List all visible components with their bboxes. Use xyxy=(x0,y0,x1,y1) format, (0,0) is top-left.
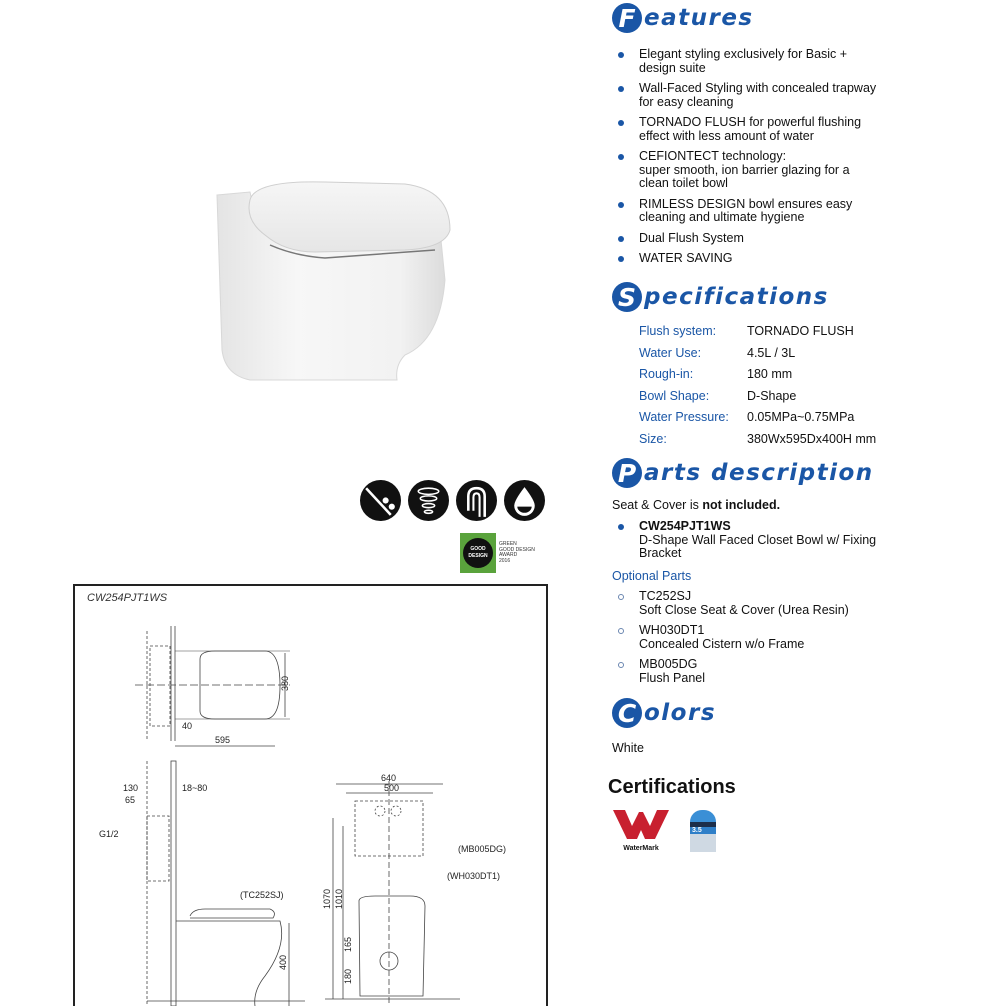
svg-text:165: 165 xyxy=(343,936,353,952)
svg-text:500: 500 xyxy=(384,783,400,793)
color-value: White xyxy=(612,741,644,755)
main-part-list xyxy=(612,520,912,568)
svg-text:1070: 1070 xyxy=(322,888,332,909)
drawing-title: CW254PJT1WS xyxy=(87,592,168,604)
svg-text:G1/2: G1/2 xyxy=(99,829,119,839)
certifications-heading: Certifications xyxy=(608,776,736,798)
cefiontect-icon xyxy=(360,480,401,521)
spec-row: Size: 380Wx595Dx400H mm xyxy=(639,431,877,446)
feature-item: Wall-Faced Styling with concealed trapway for easy cleaning xyxy=(612,82,912,109)
optional-parts-list xyxy=(612,590,912,692)
feature-item: CEFIONTECT technology: super smooth, ion barrier glazing for a clean toilet bowl xyxy=(612,150,912,191)
spec-row: Water Use: 4.5L / 3L xyxy=(639,345,796,360)
tornado-flush-icon xyxy=(408,480,449,521)
toilet-image xyxy=(205,170,465,390)
svg-text:595: 595 xyxy=(215,735,231,745)
watermark-icon xyxy=(613,810,669,840)
main-part-item: CW254PJT1WS D-Shape Wall Faced Closet Bowl w/ Fixing Bracket xyxy=(612,520,912,561)
feature-item: RIMLESS DESIGN bowl ensures easy cleaning and ultimate hygiene xyxy=(612,198,912,225)
svg-text:(WH030DT1): (WH030DT1) xyxy=(447,871,501,881)
svg-text:18~80: 18~80 xyxy=(182,783,208,793)
seat-cover-note: Seat & Cover is not included. xyxy=(612,498,781,512)
svg-text:(TC252SJ): (TC252SJ) xyxy=(240,890,284,900)
optional-part-item: TC252SJ Soft Close Seat & Cover (Urea Resin) xyxy=(612,590,912,617)
spec-row: Water Pressure: 0.05MPa~0.75MPa xyxy=(639,410,855,424)
svg-text:640: 640 xyxy=(381,773,397,783)
svg-text:(MB005DG): (MB005DG) xyxy=(458,844,507,854)
wels-rating-label: 3.5 xyxy=(690,810,716,852)
specifications-table xyxy=(639,321,876,450)
features-list xyxy=(612,48,912,273)
optional-part-item: WH030DT1 Concealed Cistern w/o Frame xyxy=(612,624,912,651)
spec-row: Flush system: TORNADO FLUSH xyxy=(639,324,854,338)
watermark-logo: WaterMark xyxy=(610,810,672,852)
feature-item: TORNADO FLUSH for powerful flushing effect with less amount of water xyxy=(612,116,912,143)
svg-text:380: 380 xyxy=(280,675,290,691)
product-photo xyxy=(205,170,465,390)
colors-heading: C olors xyxy=(612,698,716,728)
feature-item: Dual Flush System xyxy=(612,232,912,246)
good-design-award: GOOD DESIGN GREEN GOOD DESIGN AWARD 2016 xyxy=(460,533,535,573)
award-badge: GOOD DESIGN xyxy=(460,533,496,573)
optional-part-item: MB005DG Flush Panel xyxy=(612,658,912,685)
svg-text:130: 130 xyxy=(123,783,139,793)
svg-text:400: 400 xyxy=(278,954,288,970)
feature-item: WATER SAVING xyxy=(612,252,912,266)
specifications-heading: S pecifications xyxy=(612,282,829,312)
svg-text:40: 40 xyxy=(182,721,193,731)
features-heading: F eatures xyxy=(612,3,754,33)
svg-text:1010: 1010 xyxy=(334,888,344,909)
trapway-icon xyxy=(456,480,497,521)
optional-parts-label: Optional Parts xyxy=(612,569,692,583)
spec-row: Bowl Shape: D-Shape xyxy=(639,388,797,403)
water-saving-icon xyxy=(504,480,545,521)
feature-icons xyxy=(360,480,545,521)
top-view xyxy=(135,626,290,746)
parts-heading: P arts description xyxy=(612,458,874,488)
svg-text:180: 180 xyxy=(343,968,353,984)
spec-row: Rough-in: 180 mm xyxy=(639,367,793,381)
feature-item: Elegant styling exclusively for Basic + design suite xyxy=(612,48,912,75)
technical-drawing xyxy=(73,584,548,1006)
svg-text:65: 65 xyxy=(125,795,136,805)
